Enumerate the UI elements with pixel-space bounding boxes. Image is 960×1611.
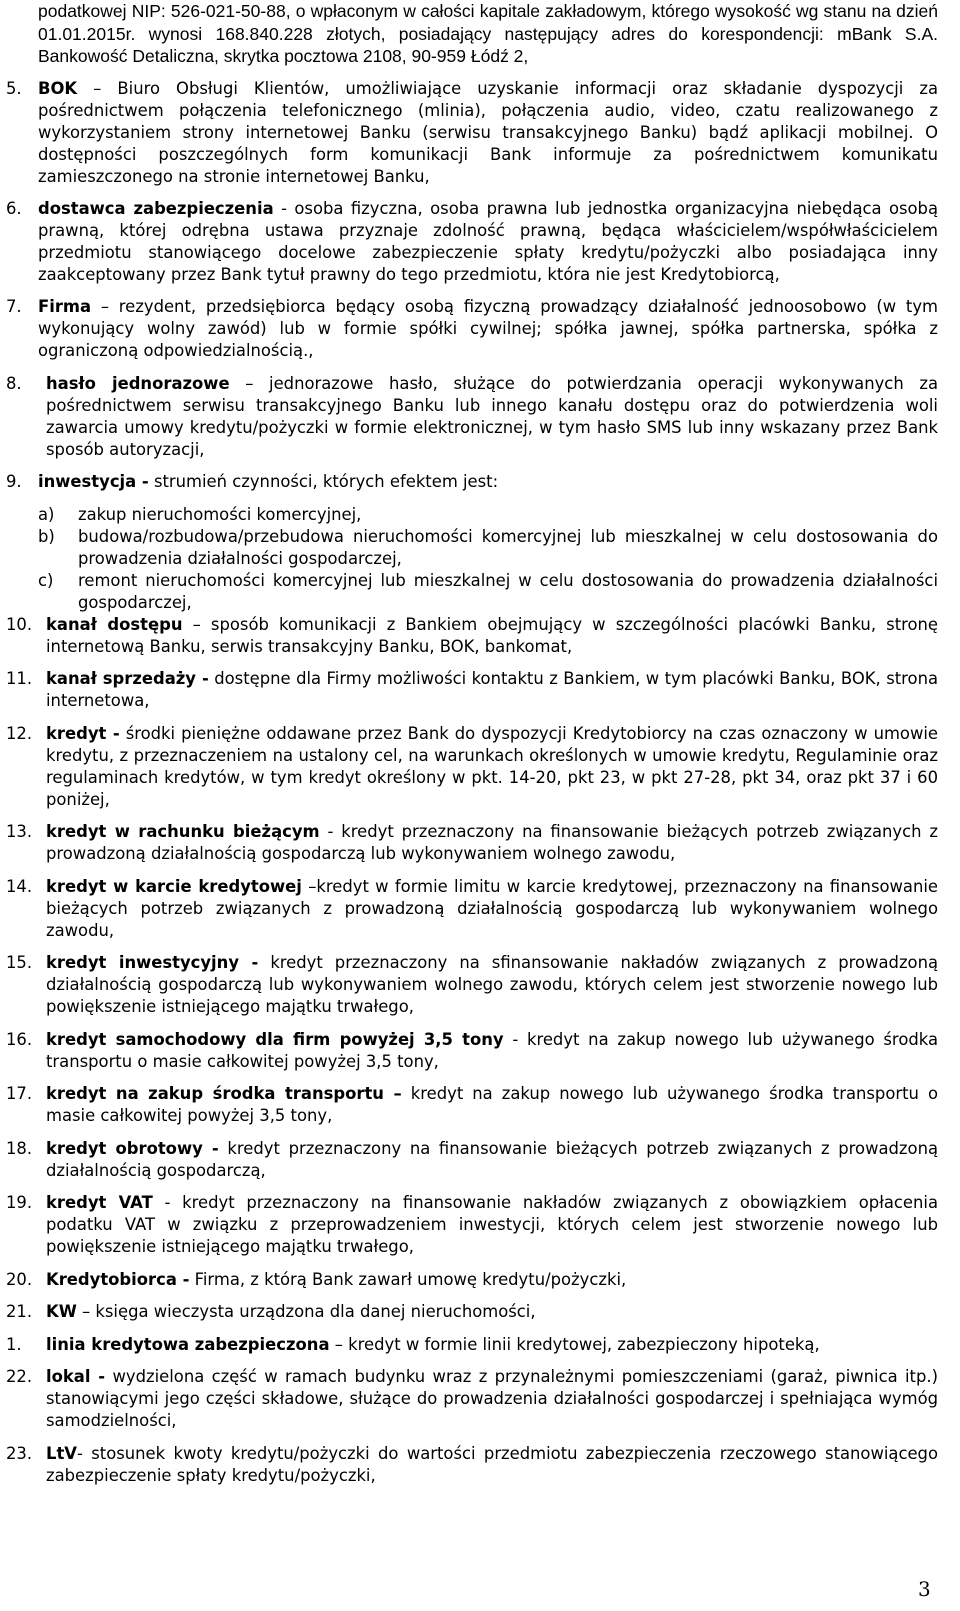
item-body: - stosunek kwoty kredytu/pożyczki do wartości przedmiotu zabezpieczenia rzeczowego stanowiącego zabezpieczenie spłaty kredytu/pożyczki, xyxy=(46,1443,938,1485)
item-term: BOK xyxy=(38,78,78,98)
item-text xyxy=(46,1269,938,1291)
item-body: – rezydent, przedsiębiorca będący osobą fizyczną prowadzący działalność jednoosobowo (w tym wykonujący wolny zawód) lub w formie spółki cywilnej; spółka jawnej, spółka partnerska, spółka z ograniczoną odpowiedzialnością., xyxy=(38,297,938,361)
item-body: – sposób komunikacji z Bankiem obejmujący w szczególności placówki Banku, stronę internetową Banku, serwis transakcyjny Banku, BOK, bankomat, xyxy=(46,614,938,656)
item-term: kredyt VAT xyxy=(46,1193,153,1213)
item-body: kredyt na zakup nowego lub używanego środka transportu o masie całkowitej powyżej 3,5 tony, xyxy=(46,1084,938,1126)
item-term: kanał sprzedaży - xyxy=(46,669,209,689)
item-number: 19. xyxy=(6,1193,33,1213)
item-text xyxy=(46,1301,938,1323)
item-text xyxy=(46,723,938,811)
item-number: 12. xyxy=(6,723,33,743)
item-body: – księga wieczysta urządzona dla danej nieruchomości, xyxy=(76,1302,536,1322)
page-number: 3 xyxy=(918,1577,931,1601)
item-term: dostawca zabezpieczenia xyxy=(38,198,274,218)
item-text xyxy=(46,373,938,461)
item-number: 16. xyxy=(6,1029,33,1049)
item-number: 23. xyxy=(6,1443,33,1463)
item-number: 14. xyxy=(6,876,33,896)
item-term: kredyt samochodowy dla firm powyżej 3,5 tony xyxy=(46,1029,504,1049)
item-text xyxy=(46,952,938,1018)
sub-item-label: b) xyxy=(38,526,55,546)
item-text xyxy=(46,821,938,865)
item-term: kredyt - xyxy=(46,723,120,743)
item-text xyxy=(46,1029,938,1073)
item-text xyxy=(38,296,938,362)
item-number: 13. xyxy=(6,822,33,842)
item-text xyxy=(38,471,938,493)
item-number: 8. xyxy=(6,373,22,393)
item-term: KW xyxy=(46,1302,77,1322)
item-number: 18. xyxy=(6,1138,33,1158)
item-number: 10. xyxy=(6,614,33,634)
item-body: kredyt przeznaczony na finansowanie bieżących potrzeb związanych z prowadzoną działalnością gospodarczą, xyxy=(46,1138,938,1180)
item-body: wydzielona część w ramach budynku wraz z przynależnymi pomieszczeniami (garaż, piwnica itp.) stanowiącymi jego części składowe, służące do prowadzenia działalności gospodarczej i spełniająca wymóg samodzielności, xyxy=(46,1367,938,1431)
item-term: kredyt na zakup środka transportu – xyxy=(46,1084,402,1104)
item-text xyxy=(46,614,938,658)
item-term: kredyt w rachunku bieżącym xyxy=(46,822,320,842)
sub-item-text: budowa/rozbudowa/przebudowa nieruchomości komercyjnej lub mieszkalnej w celu dostosowania do prowadzenia działalności gospodarczej, xyxy=(78,526,938,568)
item-number: 9. xyxy=(6,472,22,492)
item-body: – kredyt w formie linii kredytowej, zabezpieczony hipoteką, xyxy=(329,1334,820,1354)
item-text xyxy=(38,78,938,188)
item-term: inwestycja - xyxy=(38,472,149,492)
item-term: Firma xyxy=(38,297,92,317)
item-body: kredyt przeznaczony na sfinansowanie nakładów związanych z prowadzoną działalnością gospodarczą lub wykonywaniem wolnego zawodu, których celem jest stworzenie nowego lub powiększenie istniejącego majątku trwałego, xyxy=(46,953,939,1017)
item-body: – Biuro Obsługi Klientów, umożliwiające uzyskanie informacji oraz składanie dyspozycji za pośrednictwem połączenia telefonicznego (mlinia), połączenia audio, video, czatu realizowanego z wykorzystaniem strony internetowej Banku (serwisu transakcyjnego Banku) bądź aplikacji mobilnej. O dostępności poszczególnych form komunikacji Bank informuje za pośrednictwem komunikatu zamieszczonego na stronie internetowej Banku, xyxy=(38,78,938,186)
item-body: środki pieniężne oddawane przez Bank do dyspozycji Kredytobiorcy na czas oznaczony w umowie kredytu, z przeznaczeniem na ustalony cel, na warunkach określonych w umowie kredytu, Regulaminie oraz regulaminach kredytów, w tym kredyt określony w pkt. 14-20, pkt 23, w pkt 27-28, pkt 34, oraz pkt 37 i 60 poniżej, xyxy=(46,723,938,809)
item-text xyxy=(46,1138,938,1182)
item-term: Kredytobiorca - xyxy=(46,1269,190,1289)
item-number: 11. xyxy=(6,669,33,689)
item-term: LtV xyxy=(46,1443,77,1463)
item-number: 22. xyxy=(6,1367,33,1387)
item-term: lokal - xyxy=(46,1367,106,1387)
item-number: 15. xyxy=(6,953,33,973)
item-text xyxy=(46,876,938,942)
item-number: 1. xyxy=(6,1334,22,1354)
item-text xyxy=(46,1334,938,1356)
item-body: - kredyt na zakup nowego lub używanego środka transportu o masie całkowitej powyżej 3,5 tony, xyxy=(46,1029,938,1071)
item-number: 5. xyxy=(6,78,22,98)
item-number: 6. xyxy=(6,198,22,218)
item-term: hasło jednorazowe xyxy=(46,373,230,393)
item-number: 20. xyxy=(6,1269,33,1289)
item-term: kredyt obrotowy - xyxy=(46,1138,219,1158)
item-text xyxy=(46,1083,938,1127)
item-text xyxy=(46,1366,938,1432)
item-body: Firma, z którą Bank zawarł umowę kredytu/pożyczki, xyxy=(189,1269,627,1289)
sub-item-text: zakup nieruchomości komercyjnej, xyxy=(78,504,362,524)
item-body: –kredyt w formie limitu w karcie kredytowej, przeznaczony na finansowanie bieżących potrzeb związanych z prowadzoną działalnością gospodarczą lub wykonywaniem wolnego zawodu, xyxy=(46,876,938,940)
item-text xyxy=(46,1443,938,1487)
item-term: kredyt w karcie kredytowej xyxy=(46,876,302,896)
item-text xyxy=(38,198,938,286)
item-body: - kredyt przeznaczony na finansowanie bieżących potrzeb związanych z prowadzoną działalnością gospodarczą lub wykonywaniem wolnego zawodu, xyxy=(46,822,938,864)
item-text xyxy=(46,668,938,712)
item-body: dostępne dla Firmy możliwości kontaktu z Bankiem, w tym placówki Banku, BOK, strona internetowa, xyxy=(46,669,938,711)
intro-paragraph: podatkowej NIP: 526-021-50-88, o wpłaconym w całości kapitale zakładowym, którego wysokość wg stanu na dzień 01.01.2015r. wynosi 168.840.228 złotych, posiadający następujący adres do korespondencji: mBank S.A. Bankowość Detaliczna, skrytka pocztowa 2108, 90-959 Łódź 2, xyxy=(38,1,938,66)
item-term: kredyt inwestycyjny - xyxy=(46,953,259,973)
item-body: – jednorazowe hasło, służące do potwierdzania operacji wykonywanych za pośrednictwem serwisu transakcyjnego Banku lub innego kanału dostępu oraz do potwierdzenia woli zawarcia umowy kredytu/pożyczki w formie elektronicznej, w tym hasło SMS lub inny wskazany przez Bank sposób autoryzacji, xyxy=(46,373,938,459)
item-term: kanał dostępu xyxy=(46,614,183,634)
sub-item-label: a) xyxy=(38,504,55,524)
item-term: linia kredytowa zabezpieczona xyxy=(46,1334,330,1354)
item-number: 21. xyxy=(6,1302,33,1322)
sub-item-label: c) xyxy=(38,570,54,590)
item-body: - kredyt przeznaczony na finansowanie nakładów związanych z obowiązkiem opłacenia podatku VAT w związku z przeprowadzeniem inwestycji, których celem jest stworzenie nowego lub powiększenie istniejącego majątku trwałego, xyxy=(46,1193,938,1257)
item-number: 7. xyxy=(6,297,22,317)
item-text xyxy=(46,1192,938,1258)
item-number: 17. xyxy=(6,1084,33,1104)
item-body: - osoba fizyczna, osoba prawna lub jednostka organizacyjna niebędąca osobą prawną, której odrębna ustawa przyznaje zdolność prawną, będąca właścicielem/współwłaścicielem przedmiotu stanowiącego docelowe zabezpieczenie spłaty kredytu/pożyczki albo posiadająca inny zaakceptowany przez Bank tytuł prawny do tego przedmiotu, która nie jest Kredytobiorcą, xyxy=(38,198,938,284)
sub-item-text: remont nieruchomości komercyjnej lub mieszkalnej w celu dostosowania do prowadzenia działalności gospodarczej, xyxy=(78,570,938,612)
item-body: strumień czynności, których efektem jest: xyxy=(148,472,499,492)
